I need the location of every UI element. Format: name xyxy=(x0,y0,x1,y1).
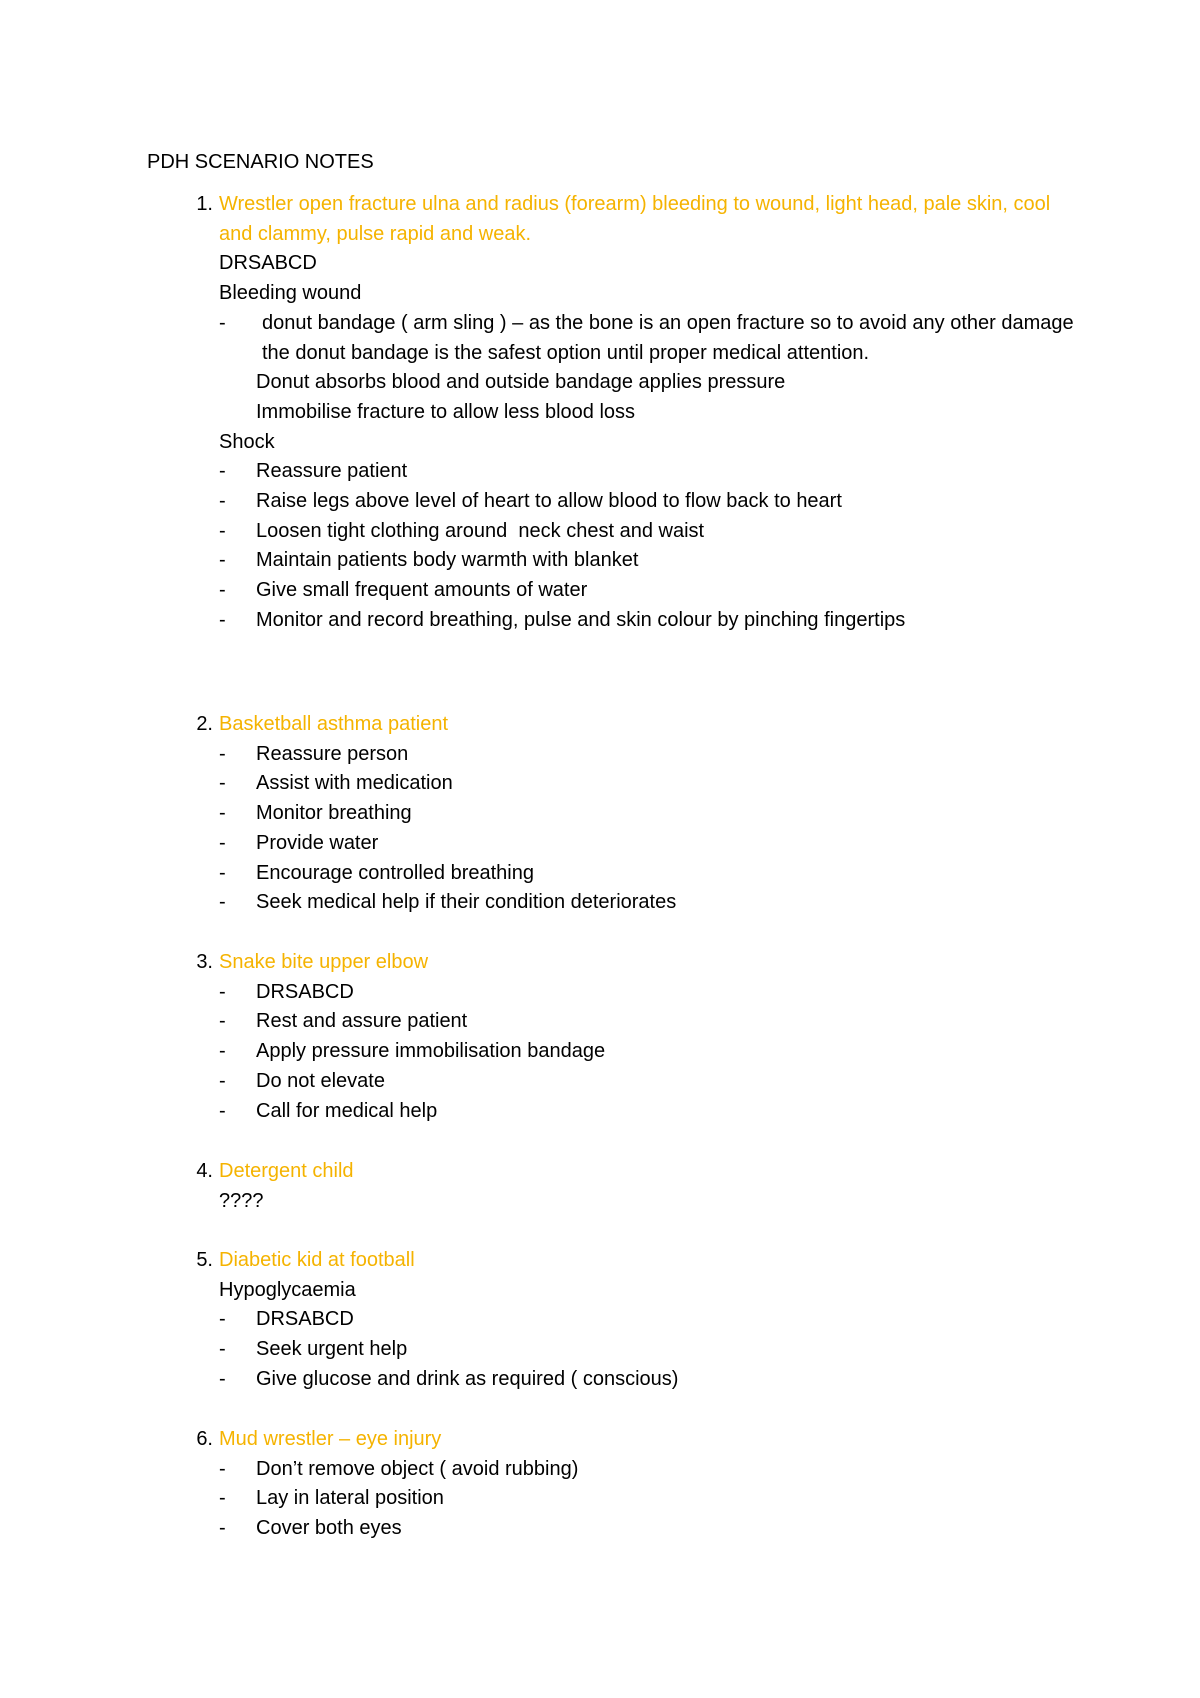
list-item xyxy=(219,309,1087,368)
list-item xyxy=(219,1067,1087,1097)
dash-bullet: - xyxy=(219,1367,226,1390)
list-item xyxy=(219,740,1087,770)
list-item-text: Monitor and record breathing, pulse and skin colour by pinching fingertips xyxy=(256,608,906,631)
section-number: 6. xyxy=(196,1428,213,1450)
dash-bullet: - xyxy=(219,861,226,884)
dash-bullet: - xyxy=(219,831,226,854)
list-item xyxy=(219,888,1087,918)
list-item-text: Assist with medication xyxy=(256,772,453,795)
list-item xyxy=(219,1455,1087,1485)
section-heading: Basketball asthma patient xyxy=(219,713,449,735)
document-title: PDH SCENARIO NOTES xyxy=(147,151,374,173)
dash-bullet: - xyxy=(219,490,226,513)
dash-bullet: - xyxy=(219,1457,226,1480)
list-item-continuation: Donut absorbs blood and outside bandage applies pressure xyxy=(256,371,786,394)
section-heading: Wrestler open fracture ulna and radius (forearm) bleeding to wound, light head, pale skin, cool and clammy, pulse rapid and weak. xyxy=(219,193,1051,245)
list-item xyxy=(219,829,1087,859)
list-item xyxy=(219,457,1087,487)
list-item xyxy=(219,978,1087,1008)
dash-bullet: - xyxy=(219,802,226,825)
list-item-continuation: Immobilise fracture to allow less blood loss xyxy=(256,400,636,423)
section-number: 5. xyxy=(196,1249,213,1271)
section-4 xyxy=(147,1157,1087,1216)
list-item xyxy=(219,606,1087,636)
dash-bullet: - xyxy=(219,1040,226,1063)
section-number: 1. xyxy=(196,193,213,215)
list-item-text: Don’t remove object ( avoid rubbing) xyxy=(256,1457,579,1480)
list-item-text: Seek urgent help xyxy=(256,1338,408,1361)
dash-bullet: - xyxy=(219,1069,226,1092)
list-item xyxy=(219,769,1087,799)
dash-bullet: - xyxy=(219,460,226,483)
list-item xyxy=(219,859,1087,889)
list-item-text: DRSABCD xyxy=(256,980,354,1003)
section-1 xyxy=(147,190,1087,636)
dash-bullet: - xyxy=(219,1487,226,1510)
list-item-text: Call for medical help xyxy=(256,1099,438,1122)
dash-bullet: - xyxy=(219,311,226,334)
list-item-text: donut bandage ( arm sling ) – as the bone is an open fracture so to avoid any other damage the donut bandage is the safest option until proper medical attention. xyxy=(262,311,1074,364)
section-6 xyxy=(147,1425,1087,1544)
list-item xyxy=(219,1484,1087,1514)
dash-bullet: - xyxy=(219,1338,226,1361)
list-item-text: DRSABCD xyxy=(256,1308,354,1331)
section-heading: Detergent child xyxy=(219,1160,354,1182)
section-subheading: Hypoglycaemia xyxy=(219,1278,356,1301)
list-item xyxy=(219,799,1087,829)
list-item-text: Do not elevate xyxy=(256,1069,385,1092)
list-item-text: Raise legs above level of heart to allow blood to flow back to heart xyxy=(256,490,842,513)
list-item xyxy=(219,546,1087,576)
list-item xyxy=(219,576,1087,606)
section-text: DRSABCD xyxy=(219,252,317,275)
list-item xyxy=(219,1335,1087,1365)
list-item-text: Give glucose and drink as required ( conscious) xyxy=(256,1367,679,1390)
list-item xyxy=(219,1305,1087,1335)
list-item xyxy=(219,1097,1087,1127)
dash-bullet: - xyxy=(219,549,226,572)
list-item-text: Provide water xyxy=(256,831,379,854)
list-item-text: Reassure person xyxy=(256,742,409,765)
list-item xyxy=(219,1007,1087,1037)
list-item-text: Apply pressure immobilisation bandage xyxy=(256,1040,606,1063)
list-item xyxy=(219,487,1087,517)
section-subheading: Bleeding wound xyxy=(219,282,362,305)
dash-bullet: - xyxy=(219,891,226,914)
list-item-text: Seek medical help if their condition deteriorates xyxy=(256,891,677,914)
section-number: 4. xyxy=(196,1160,213,1182)
list-item-text: Encourage controlled breathing xyxy=(256,861,534,884)
dash-bullet: - xyxy=(219,1099,226,1122)
list-item-text: Give small frequent amounts of water xyxy=(256,579,588,602)
list-item-text: Cover both eyes xyxy=(256,1517,402,1540)
dash-bullet: - xyxy=(219,1308,226,1331)
section-3 xyxy=(147,948,1087,1126)
list-item xyxy=(219,1514,1087,1544)
section-heading: Mud wrestler – eye injury xyxy=(219,1428,442,1450)
dash-bullet: - xyxy=(219,579,226,602)
list-item-text: Lay in lateral position xyxy=(256,1487,444,1510)
dash-bullet: - xyxy=(219,980,226,1003)
section-heading: Snake bite upper elbow xyxy=(219,951,429,973)
section-text: ???? xyxy=(219,1189,264,1212)
section-2 xyxy=(147,710,1087,918)
list-item-text: Rest and assure patient xyxy=(256,1010,468,1033)
list-item-text: Reassure patient xyxy=(256,460,408,483)
dash-bullet: - xyxy=(219,1517,226,1540)
section-number: 2. xyxy=(196,713,213,735)
section-heading: Diabetic kid at football xyxy=(219,1249,415,1271)
dash-bullet: - xyxy=(219,608,226,631)
dash-bullet: - xyxy=(219,1010,226,1033)
section-5 xyxy=(147,1246,1087,1395)
list-item xyxy=(219,1037,1087,1067)
section-subheading: Shock xyxy=(219,430,275,453)
dash-bullet: - xyxy=(219,519,226,542)
section-number: 3. xyxy=(196,951,213,973)
list-item-text: Monitor breathing xyxy=(256,802,412,825)
list-item xyxy=(219,517,1087,547)
list-item-text: Loosen tight clothing around neck chest and waist xyxy=(256,519,705,542)
dash-bullet: - xyxy=(219,772,226,795)
list-item xyxy=(219,1365,1087,1395)
dash-bullet: - xyxy=(219,742,226,765)
list-item-text: Maintain patients body warmth with blanket xyxy=(256,549,639,572)
